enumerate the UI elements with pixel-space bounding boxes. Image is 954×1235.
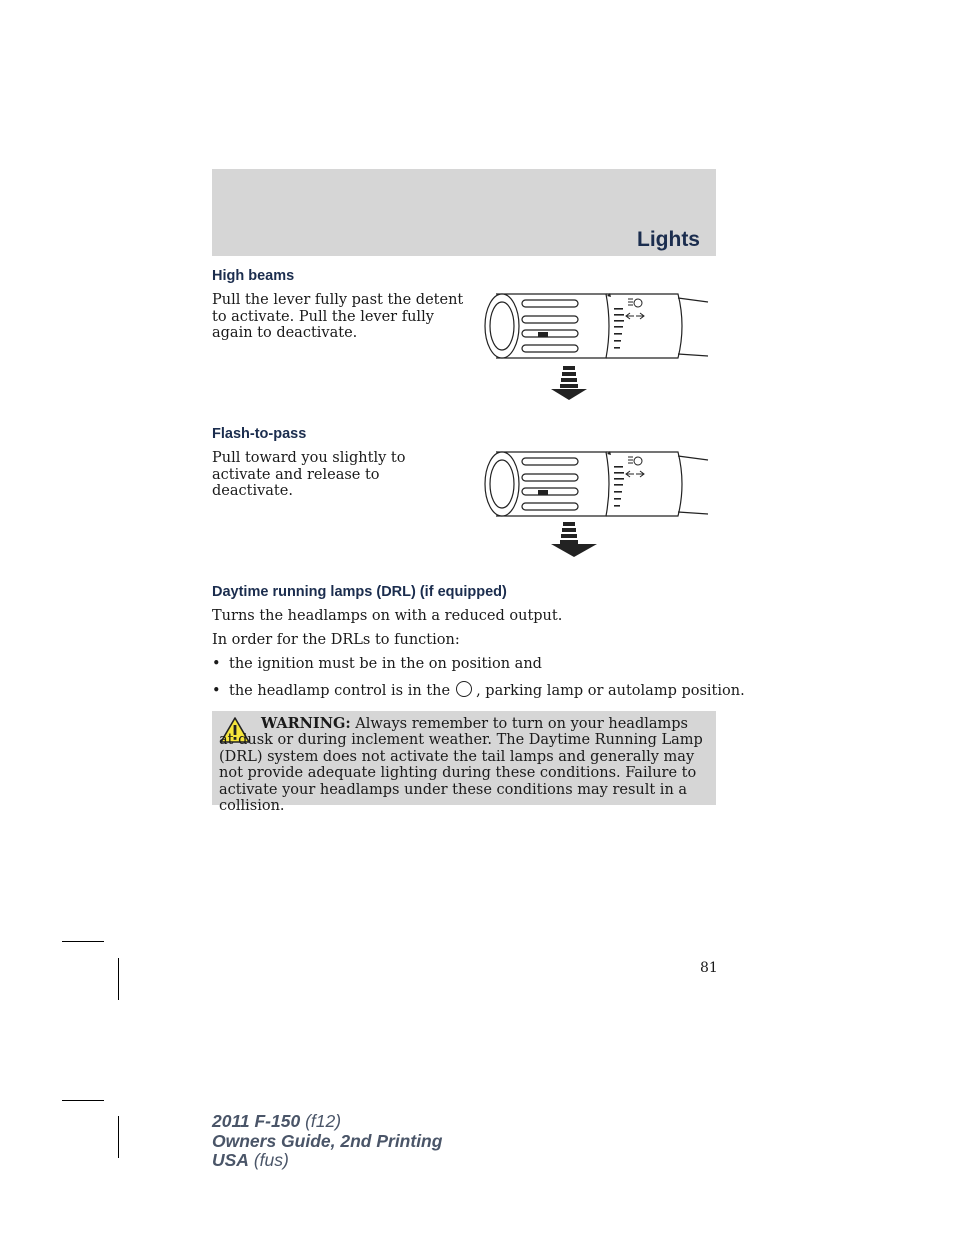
- flash-to-pass-heading: Flash-to-pass: [212, 426, 307, 442]
- bullet-text: the ignition must be in the on position and: [229, 656, 542, 672]
- warning-body: Always remember to turn on your headlamps at dusk or during inclement weather. The Daytime Running Lamp (DRL) system does not activate the tail lamps and generally may not provide adequate lighting during these conditions. Failure to activate your headlamps under these conditions may result in a collision.: [219, 716, 703, 815]
- footer-line-3: [212, 1151, 442, 1171]
- drl-paragraph-2: In order for the DRLs to function:: [212, 632, 460, 648]
- section-title: Lights: [637, 228, 700, 251]
- high-beams-lever-illustration: [480, 286, 710, 404]
- crop-mark: [62, 941, 104, 942]
- footer-model: 2011 F-150: [212, 1111, 301, 1131]
- section-header-band: [212, 169, 716, 256]
- flash-to-pass-text: Pull toward you slightly to activate and release to deactivate.: [212, 450, 406, 499]
- drl-bullet-item: [212, 656, 542, 673]
- bullet-text-before: the headlamp control is in the: [229, 683, 451, 699]
- flash-to-pass-lever-illustration: [480, 444, 710, 562]
- footer-code: (f12): [300, 1111, 342, 1131]
- crop-mark: [118, 958, 119, 1000]
- warning-label: WARNING:: [261, 715, 351, 732]
- drl-bullet-item: [212, 681, 745, 700]
- bullet-dot: •: [212, 656, 221, 672]
- footer-market: USA: [212, 1150, 249, 1170]
- crop-mark: [62, 1100, 104, 1101]
- footer-market-code: (fus): [248, 1150, 289, 1170]
- bullet-dot: •: [212, 683, 221, 699]
- crop-mark: [118, 1116, 119, 1158]
- footer-line-1: [212, 1112, 442, 1132]
- footer-line-2: [212, 1132, 442, 1152]
- footer-guide: Owners Guide, 2nd Printing: [212, 1130, 443, 1151]
- high-beams-text: Pull the lever fully past the detent to activate. Pull the lever fully again to deactivate.: [212, 292, 464, 341]
- print-footer: [212, 1112, 442, 1171]
- warning-text: [219, 716, 707, 814]
- drl-paragraph-1: Turns the headlamps on with a reduced output.: [212, 608, 563, 624]
- bullet-text-after: , parking lamp or autolamp position.: [476, 683, 745, 699]
- drl-heading: Daytime running lamps (DRL) (if equipped): [212, 584, 507, 600]
- high-beams-heading: High beams: [212, 268, 295, 284]
- page-number: 81: [700, 960, 718, 976]
- warning-box: [212, 711, 716, 815]
- off-position-circle-icon: [456, 681, 472, 697]
